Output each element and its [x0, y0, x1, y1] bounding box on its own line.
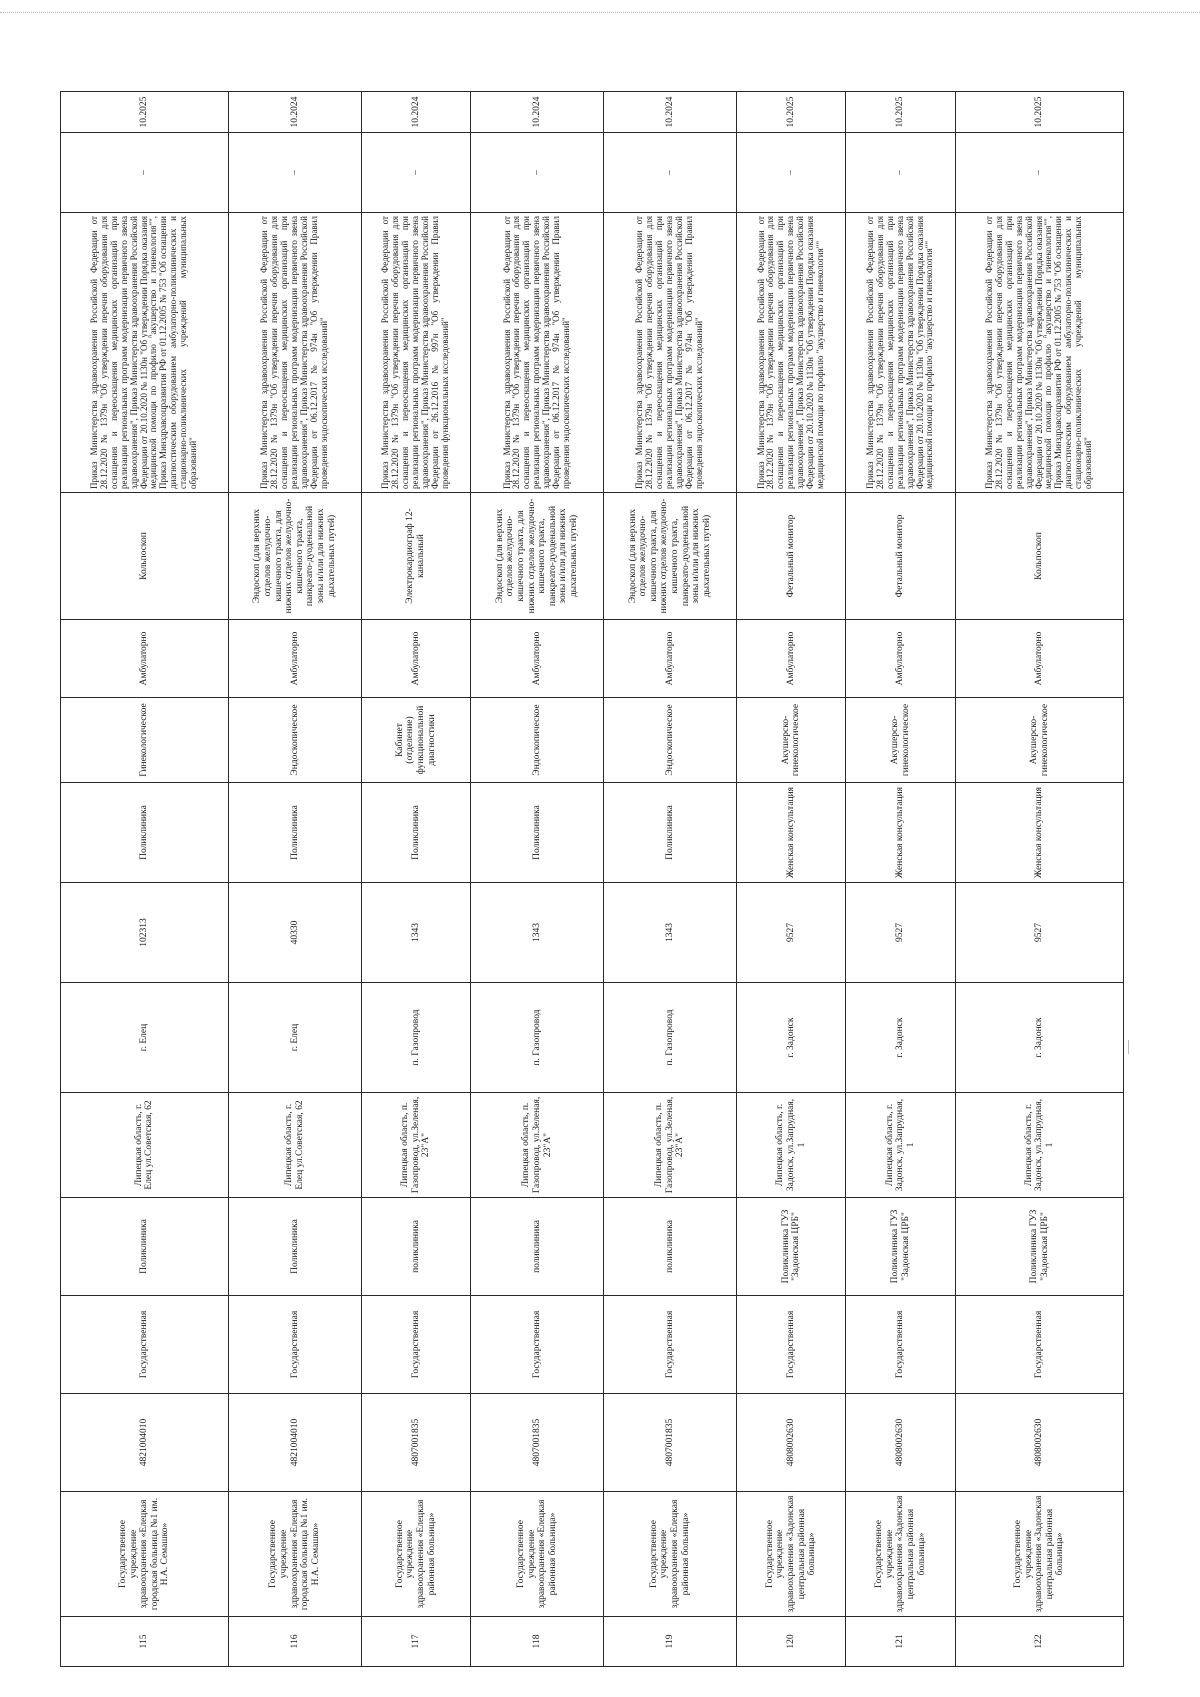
- structural-unit-cell: Поликлиника: [61, 783, 229, 883]
- inn-code-cell: 4808002630: [736, 1394, 846, 1492]
- address-cell: Липецкая область, г. Елец ул.Советская, 62: [228, 1093, 361, 1198]
- equipment-name-cell: Кольпоскоп: [956, 493, 1124, 620]
- medical-profile-cell: Акушерско-гинекологическое: [956, 698, 1124, 783]
- extra-value-cell: –: [956, 133, 1124, 213]
- address-cell: Липецкая область, г. Елец ул.Советская, 62: [61, 1093, 229, 1198]
- ownership-form-cell: Государственная: [604, 1296, 737, 1394]
- regulatory-basis-cell: Приказ Министерства здравоохранения Российской Федерации от 28.12.2020 № 1379н "Об утверждении перечня оборудования для оснащения и переоснащения медицинских организаций при реализации региональных программ модернизации первичного звена здравоохранения", Приказ Министерства здравоохранения Российской Федерации от 20.10.2020 № 1130н "Об утверждении Порядка оказания медицинской помощи по профилю "акушерство и гинекология"", Приказ Минздравсоцразвития РФ от 01.12.2005 № 753 "Об оснащении диагностическим оборудованием амбулаторно-поликлинических и стационарно-поликлинических учреждений муниципальных образований": [956, 213, 1124, 493]
- subdivision-name-cell: Поликлиника ГУЗ "Задонская ЦРБ": [846, 1198, 956, 1296]
- care-conditions-cell: Амбулаторно: [736, 620, 846, 698]
- row-number-cell: 119: [604, 1617, 737, 1667]
- ownership-form-cell: Государственная: [956, 1296, 1124, 1394]
- regulatory-basis-cell: Приказ Министерства здравоохранения Российской Федерации от 28.12.2020 № 1379н "Об утверждении перечня оборудования для оснащения и переоснащения медицинских организаций при реализации региональных программ модернизации первичного звена здравоохранения", Приказ Министерства здравоохранения Российской Федерации от 20.10.2020 № 1130н "Об утверждении Порядка оказания медицинской помощи по профилю "акушерство и гинекология"": [736, 213, 846, 493]
- ownership-form-cell: Государственная: [228, 1296, 361, 1394]
- organization-name-cell: Государственное учреждение здравоохранения «Елецкая городская больница №1 им. Н.А. Семашко»: [61, 1492, 229, 1617]
- page-top-rule: [0, 12, 1200, 13]
- table-row: [736, 92, 846, 1667]
- ownership-form-cell: Государственная: [846, 1296, 956, 1394]
- delivery-date-cell: 10.2025: [956, 92, 1124, 133]
- extra-value-cell: –: [604, 133, 737, 213]
- structural-unit-cell: Женская консультация: [846, 783, 956, 883]
- table-row: [61, 92, 229, 1667]
- table-row: [846, 92, 956, 1667]
- subdivision-name-cell: Поликлиника: [228, 1198, 361, 1296]
- care-conditions-cell: Амбулаторно: [956, 620, 1124, 698]
- delivery-date-cell: 10.2024: [228, 92, 361, 133]
- locality-cell: п. Газопровод: [361, 983, 471, 1093]
- structural-unit-cell: Женская консультация: [736, 783, 846, 883]
- locality-cell: г. Елец: [228, 983, 361, 1093]
- row-number-cell: 116: [228, 1617, 361, 1667]
- subdivision-name-cell: поликлиника: [361, 1198, 471, 1296]
- delivery-date-cell: 10.2025: [61, 92, 229, 133]
- locality-cell: г. Елец: [61, 983, 229, 1093]
- row-number-cell: 122: [956, 1617, 1124, 1667]
- scan-mark: [1128, 1040, 1129, 1054]
- address-cell: Липецкая область, г. Задонск, ул.Запрудная, 1: [736, 1093, 846, 1198]
- extra-value-cell: –: [228, 133, 361, 213]
- attached-population-cell: 40330: [228, 883, 361, 983]
- attached-population-cell: 9527: [846, 883, 956, 983]
- delivery-date-cell: 10.2024: [361, 92, 471, 133]
- locality-cell: г. Задонск: [956, 983, 1124, 1093]
- equipment-name-cell: Эндоскоп (для верхних отделов желудочно-кишечного тракта, для нижних отделов желудочно-кишечного тракта, панкреато-дуоденальной зоны и/или для нижних дыхательных путей): [604, 493, 737, 620]
- subdivision-name-cell: Поликлиника ГУЗ "Задонская ЦРБ": [956, 1198, 1124, 1296]
- regulatory-basis-cell: Приказ Министерства здравоохранения Российской Федерации от 28.12.2020 № 1379н "Об утверждении перечня оборудования для оснащения и переоснащения медицинских организаций при реализации региональных программ модернизации первичного звена здравоохранения", Приказ Министерства здравоохранения Российской Федерации от 20.10.2020 № 1130н "Об утверждении Порядка оказания медицинской помощи по профилю "акушерство и гинекология"", Приказ Минздравсоцразвития РФ от 01.12.2005 № 753 "Об оснащении диагностическим оборудованием амбулаторно-поликлинических и стационарно-поликлинических учреждений муниципальных образований": [61, 213, 229, 493]
- equipment-name-cell: Фетальный монитор: [736, 493, 846, 620]
- row-number-cell: 115: [61, 1617, 229, 1667]
- extra-value-cell: –: [61, 133, 229, 213]
- equipment-name-cell: Эндоскоп (для верхних отделов желудочно-кишечного тракта, для нижних отделов желудочно-кишечного тракта, панкреато-дуоденальной зоны и/или для нижних дыхательных путей): [471, 493, 604, 620]
- organization-name-cell: Государственное учреждение здравоохранения «Задонская центральная районная больница»: [956, 1492, 1124, 1617]
- attached-population-cell: 1343: [604, 883, 737, 983]
- structural-unit-cell: Поликлиника: [604, 783, 737, 883]
- medical-profile-cell: Кабинет (отделение) функциональной диагностики: [361, 698, 471, 783]
- address-cell: Липецкая область, г. Задонск, ул.Запрудная, 1: [846, 1093, 956, 1198]
- table-row: [471, 92, 604, 1667]
- subdivision-name-cell: Поликлиника: [61, 1198, 229, 1296]
- table-row: [228, 92, 361, 1667]
- table-row: [361, 92, 471, 1667]
- ownership-form-cell: Государственная: [471, 1296, 604, 1394]
- structural-unit-cell: Поликлиника: [471, 783, 604, 883]
- ownership-form-cell: Государственная: [736, 1296, 846, 1394]
- regulatory-basis-cell: Приказ Министерства здравоохранения Российской Федерации от 28.12.2020 № 1379н "Об утверждении перечня оборудования для оснащения и переоснащения медицинских организаций при реализации региональных программ модернизации первичного звена здравоохранения", Приказ Министерства здравоохранения Российской Федерации от 06.12.2017 № 974н "Об утверждении Правил проведения эндоскопических исследований": [471, 213, 604, 493]
- subdivision-name-cell: поликлиника: [604, 1198, 737, 1296]
- table-row: [604, 92, 737, 1667]
- equipment-name-cell: Кольпоскоп: [61, 493, 229, 620]
- subdivision-name-cell: поликлиника: [471, 1198, 604, 1296]
- organization-name-cell: Государственное учреждение здравоохранения «Задонская центральная районная больница»: [846, 1492, 956, 1617]
- inn-code-cell: 4807001835: [471, 1394, 604, 1492]
- care-conditions-cell: Амбулаторно: [361, 620, 471, 698]
- locality-cell: п. Газопровод: [604, 983, 737, 1093]
- equipment-name-cell: Эндоскоп (для верхних отделов желудочно-кишечного тракта, для нижних отделов желудочно-кишечного тракта, панкреато-дуоденальной зоны и/или для нижних дыхательных путей): [228, 493, 361, 620]
- address-cell: Липецкая область, п. Газопровод, ул.Зеленая, 23"А": [604, 1093, 737, 1198]
- inn-code-cell: 4808002630: [846, 1394, 956, 1492]
- subdivision-name-cell: Поликлиника ГУЗ "Задонская ЦРБ": [736, 1198, 846, 1296]
- attached-population-cell: 102313: [61, 883, 229, 983]
- care-conditions-cell: Амбулаторно: [604, 620, 737, 698]
- medical-profile-cell: Эндоскопическое: [228, 698, 361, 783]
- care-conditions-cell: Амбулаторно: [228, 620, 361, 698]
- inn-code-cell: 4808002630: [956, 1394, 1124, 1492]
- delivery-date-cell: 10.2024: [471, 92, 604, 133]
- attached-population-cell: 9527: [956, 883, 1124, 983]
- inn-code-cell: 4807001835: [361, 1394, 471, 1492]
- delivery-date-cell: 10.2024: [604, 92, 737, 133]
- locality-cell: п. Газопровод: [471, 983, 604, 1093]
- table-row: [956, 92, 1124, 1667]
- medical-profile-cell: Эндоскопическое: [471, 698, 604, 783]
- delivery-date-cell: 10.2025: [846, 92, 956, 133]
- regulatory-basis-cell: Приказ Министерства здравоохранения Российской Федерации от 28.12.2020 № 1379н "Об утверждении перечня оборудования для оснащения и переоснащения медицинских организаций при реализации региональных программ модернизации первичного звена здравоохранения", Приказ Министерства здравоохранения Российской Федерации от 20.10.2020 № 1130н "Об утверждении Порядка оказания медицинской помощи по профилю "акушерство и гинекология"": [846, 213, 956, 493]
- table-body: [61, 92, 1124, 1667]
- delivery-date-cell: 10.2025: [736, 92, 846, 133]
- organization-name-cell: Государственное учреждение здравоохранения «Елецкая районная больница»: [471, 1492, 604, 1617]
- attached-population-cell: 9527: [736, 883, 846, 983]
- ownership-form-cell: Государственная: [361, 1296, 471, 1394]
- care-conditions-cell: Амбулаторно: [61, 620, 229, 698]
- regulatory-basis-cell: Приказ Министерства здравоохранения Российской Федерации от 28.12.2020 № 1379н "Об утверждении перечня оборудования для оснащения и переоснащения медицинских организаций при реализации региональных программ модернизации первичного звена здравоохранения", Приказ Министерства здравоохранения Российской Федерации от 06.12.2017 № 974н "Об утверждении Правил проведения эндоскопических исследований": [604, 213, 737, 493]
- row-number-cell: 117: [361, 1617, 471, 1667]
- inn-code-cell: 4821004010: [61, 1394, 229, 1492]
- organization-name-cell: Государственное учреждение здравоохранения «Задонская центральная районная больница»: [736, 1492, 846, 1617]
- care-conditions-cell: Амбулаторно: [471, 620, 604, 698]
- structural-unit-cell: Женская консультация: [956, 783, 1124, 883]
- row-number-cell: 120: [736, 1617, 846, 1667]
- equipment-table: [60, 91, 1124, 1667]
- regulatory-basis-cell: Приказ Министерства здравоохранения Российской Федерации от 28.12.2020 № 1379н "Об утверждении перечня оборудования для оснащения и переоснащения медицинских организаций при реализации региональных программ модернизации первичного звена здравоохранения", Приказ Министерства здравоохранения Российской Федерации от 06.12.2017 № 974н "Об утверждении Правил проведения эндоскопических исследований": [228, 213, 361, 493]
- care-conditions-cell: Амбулаторно: [846, 620, 956, 698]
- equipment-name-cell: Фетальный монитор: [846, 493, 956, 620]
- equipment-name-cell: Электрокардиограф 12-канальный: [361, 493, 471, 620]
- extra-value-cell: –: [846, 133, 956, 213]
- locality-cell: г. Задонск: [846, 983, 956, 1093]
- inn-code-cell: 4821004010: [228, 1394, 361, 1492]
- medical-profile-cell: Акушерско-гинекологическое: [846, 698, 956, 783]
- structural-unit-cell: Поликлиника: [361, 783, 471, 883]
- extra-value-cell: –: [736, 133, 846, 213]
- address-cell: Липецкая область, п. Газопровод, ул.Зеленая, 23"А": [471, 1093, 604, 1198]
- ownership-form-cell: Государственная: [61, 1296, 229, 1394]
- attached-population-cell: 1343: [361, 883, 471, 983]
- organization-name-cell: Государственное учреждение здравоохранения «Елецкая районная больница»: [604, 1492, 737, 1617]
- organization-name-cell: Государственное учреждение здравоохранения «Елецкая городская больница №1 им. Н.А. Семашко»: [228, 1492, 361, 1617]
- extra-value-cell: –: [361, 133, 471, 213]
- structural-unit-cell: Поликлиника: [228, 783, 361, 883]
- medical-profile-cell: Эндоскопическое: [604, 698, 737, 783]
- locality-cell: г. Задонск: [736, 983, 846, 1093]
- extra-value-cell: –: [471, 133, 604, 213]
- medical-profile-cell: Гинекологическое: [61, 698, 229, 783]
- scanned-page: [60, 92, 1124, 1667]
- address-cell: Липецкая область, г. Задонск, ул.Запрудная, 1: [956, 1093, 1124, 1198]
- rotated-table-wrapper: [60, 92, 1124, 1667]
- regulatory-basis-cell: Приказ Министерства здравоохранения Российской Федерации от 28.12.2020 № 1379н "Об утверждении перечня оборудования для оснащения и переоснащения медицинских организаций при реализации региональных программ модернизации первичного звена здравоохранения", Приказ Министерства здравоохранения Российской Федерации от 26.12.2016 № 997н "Об утверждении Правил проведения функциональных исследований": [361, 213, 471, 493]
- organization-name-cell: Государственное учреждение здравоохранения «Елецкая районная больница»: [361, 1492, 471, 1617]
- address-cell: Липецкая область, п. Газопровод, ул.Зеленая, 23"А": [361, 1093, 471, 1198]
- attached-population-cell: 1343: [471, 883, 604, 983]
- row-number-cell: 121: [846, 1617, 956, 1667]
- medical-profile-cell: Акушерско-гинекологическое: [736, 698, 846, 783]
- inn-code-cell: 4807001835: [604, 1394, 737, 1492]
- row-number-cell: 118: [471, 1617, 604, 1667]
